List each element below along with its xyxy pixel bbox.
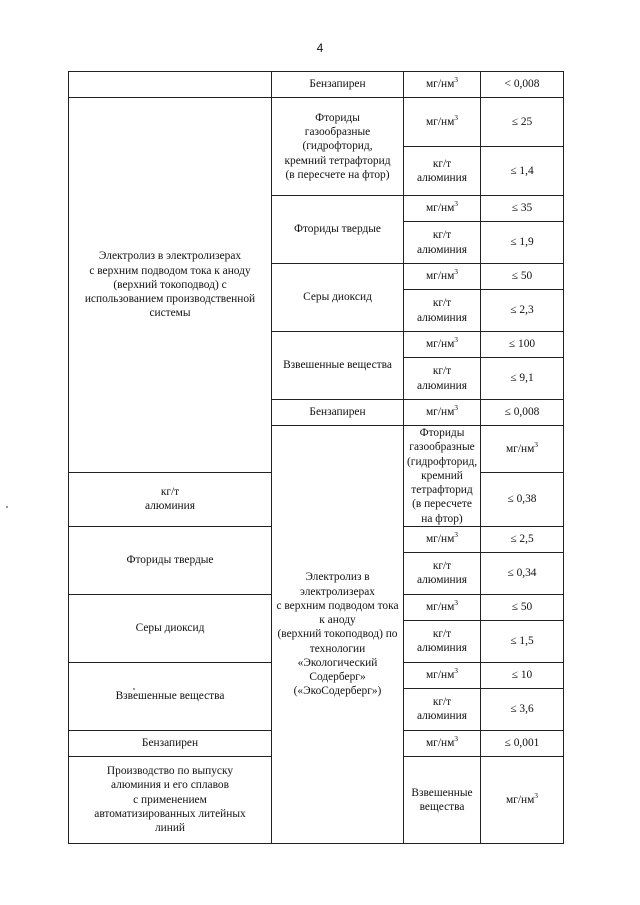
substance-cell: Бензапирен — [69, 730, 272, 756]
unit-cell: $мг/нм^3$ — [404, 72, 481, 98]
limit-cell: ≤ 35 — [481, 196, 564, 222]
page-number: 4 — [316, 41, 324, 55]
limit-cell: ≤ 2,5 — [481, 526, 564, 552]
substance-cell: Бензапирен — [272, 400, 404, 426]
limit-cell: ≤ 3,6 — [481, 688, 564, 730]
unit-cell: $мг/нм^3$ — [404, 264, 481, 290]
process-cell: Электролиз в электролизерах с верхним подводом тока к аноду (верхний токоподвод) с использованием производственной системы — [69, 98, 272, 473]
table-row — [69, 72, 564, 98]
substance-cell: Фториды твердые — [272, 196, 404, 264]
substance-cell: Фториды твердые — [69, 526, 272, 594]
unit-cell: кг/т алюминия — [404, 290, 481, 332]
limit-cell: ≤ 0,34 — [481, 552, 564, 594]
unit-cell: $мг/нм^3$ — [404, 730, 481, 756]
unit-cell: кг/т алюминия — [404, 147, 481, 196]
substance-cell: Фториды газообразные (гидрофторид, кремний тетрафторид (в пересчете на фтор) — [404, 426, 481, 527]
unit-cell: $мг/нм^3$ — [481, 756, 564, 843]
limit-cell: ≤ 9,1 — [481, 358, 564, 400]
substance-cell: Серы диоксид — [272, 264, 404, 332]
limit-cell: ≤ 100 — [481, 332, 564, 358]
substance-cell: Взвешенные вещества — [272, 332, 404, 400]
limit-cell: ≤ 1,4 — [481, 147, 564, 196]
unit-cell: кг/т алюминия — [404, 222, 481, 264]
limit-cell: ≤ 25 — [481, 98, 564, 147]
unit-cell: $мг/нм^3$ — [481, 426, 564, 473]
scan-speck — [6, 506, 8, 508]
unit-cell: $мг/нм^3$ — [404, 332, 481, 358]
unit-cell: $мг/нм^3$ — [404, 98, 481, 147]
limit-cell: ≤ 0,008 — [481, 400, 564, 426]
limit-cell: ≤ 0,001 — [481, 730, 564, 756]
substance-cell: Взвешенные вещества — [69, 662, 272, 730]
limit-cell: ≤ 1,9 — [481, 222, 564, 264]
limit-cell: ≤ 2,3 — [481, 290, 564, 332]
unit-cell: $мг/нм^3$ — [404, 526, 481, 552]
process-cell: Электролиз в электролизерах с верхним подводом тока к аноду (верхний токоподвод) по технологии «Экологический Содерберг» («ЭкоСодерберг») — [272, 426, 404, 844]
substance-cell: Серы диоксид — [69, 594, 272, 662]
unit-cell: $мг/нм^3$ — [404, 196, 481, 222]
table-row — [69, 98, 564, 147]
emission-limits-table — [68, 71, 564, 844]
limit-cell: < 0,008 — [481, 72, 564, 98]
limit-cell: ≤ 10 — [481, 662, 564, 688]
unit-cell: кг/т алюминия — [404, 620, 481, 662]
substance-cell: Фториды газообразные (гидрофторид, кремний тетрафторид (в пересчете на фтор) — [272, 98, 404, 196]
limit-cell: ≤ 1,5 — [481, 620, 564, 662]
scan-speck — [133, 688, 135, 690]
limit-cell: ≤ 50 — [481, 264, 564, 290]
unit-cell: $мг/нм^3$ — [404, 594, 481, 620]
process-cell: Производство по выпуску алюминия и его сплавов с применением автоматизированных литейных линий — [69, 756, 272, 843]
unit-cell: $мг/нм^3$ — [404, 662, 481, 688]
unit-cell: $мг/нм^3$ — [404, 400, 481, 426]
unit-cell: кг/т алюминия — [404, 358, 481, 400]
unit-cell: кг/т алюминия — [69, 472, 272, 526]
unit-cell: кг/т алюминия — [404, 688, 481, 730]
limit-cell: ≤ 0,38 — [481, 472, 564, 526]
process-cell-empty — [69, 72, 272, 98]
unit-cell: кг/т алюминия — [404, 552, 481, 594]
limit-cell: ≤ 50 — [481, 594, 564, 620]
substance-cell: Бензапирен — [272, 72, 404, 98]
substance-cell: Взвешенные вещества — [404, 756, 481, 843]
